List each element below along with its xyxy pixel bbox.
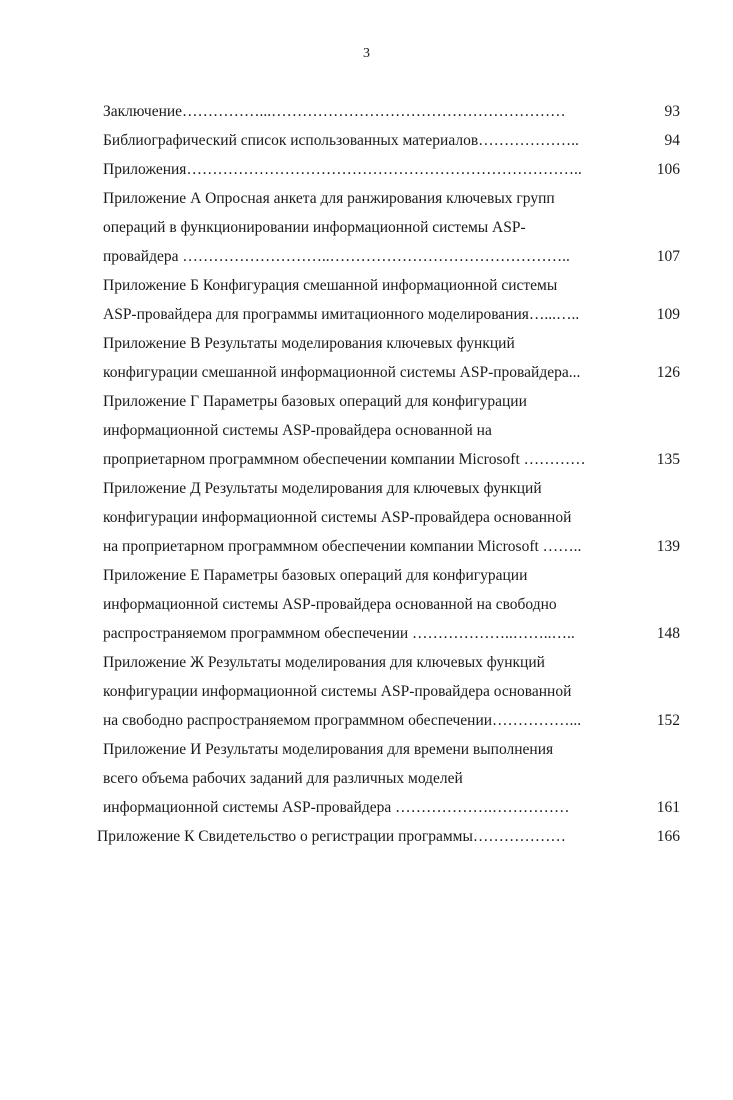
toc-line-page: 126 [656, 364, 680, 381]
toc-line [0, 300, 733, 329]
toc-line [0, 97, 733, 126]
toc-line [0, 416, 733, 445]
toc-line-text: Приложение А Опросная анкета для ранжирования ключевых групп [103, 190, 555, 207]
toc-line-text: конфигурации информационной системы ASP-провайдера основанной [103, 509, 572, 526]
toc-line [0, 648, 733, 677]
toc-line [0, 213, 733, 242]
toc-line-text: Приложение Е Параметры базовых операций для конфигурации [103, 567, 528, 584]
toc-line-text: на свободно распространяемом программном обеспечении……………... [103, 712, 582, 729]
toc-line-text: информационной системы ASP-провайдера ……………….…………… [103, 799, 570, 816]
toc-line [0, 184, 733, 213]
toc-line-text: ASP-провайдера для программы имитационного моделирования…...….. [103, 306, 580, 323]
toc-line-text: информационной системы ASP-провайдера основанной на [103, 422, 492, 439]
toc-line [0, 677, 733, 706]
toc-line-page: 139 [656, 538, 680, 555]
toc-line [0, 358, 733, 387]
toc-line-text: Приложение Д Результаты моделирования для ключевых функций [103, 480, 542, 497]
toc-line [0, 242, 733, 271]
toc-line-text: Заключение……………...………………………………………………… [103, 103, 566, 120]
toc-line [0, 155, 733, 184]
toc-line-text: Приложение К Свидетельство о регистрации программы……………… [97, 828, 566, 845]
toc-line-text: провайдера ………………………..……………………………………….. [103, 248, 570, 265]
toc-line [0, 764, 733, 793]
table-of-contents [0, 97, 733, 851]
toc-line [0, 329, 733, 358]
toc-line-text: распространяемом программном обеспечении ………………..……..….. [103, 625, 575, 642]
toc-line [0, 474, 733, 503]
toc-line [0, 619, 733, 648]
toc-line-page: 93 [664, 103, 680, 120]
toc-line-text: Приложение Б Конфигурация смешанной информационной системы [103, 277, 558, 294]
toc-line-text: всего объема рабочих заданий для различных моделей [103, 770, 463, 787]
toc-line-text: Приложения………………………………………………………………….. [103, 161, 582, 178]
toc-line-text: проприетарном программном обеспечении компании Microsoft ………… [103, 451, 586, 468]
toc-line-page: 161 [656, 799, 680, 816]
toc-line [0, 822, 733, 851]
toc-line [0, 271, 733, 300]
toc-line [0, 387, 733, 416]
toc-line [0, 503, 733, 532]
toc-line-page: 135 [656, 451, 680, 468]
toc-line-page: 107 [656, 248, 680, 265]
toc-line-text: информационной системы ASP-провайдера основанной на свободно [103, 596, 557, 613]
toc-line [0, 532, 733, 561]
toc-line [0, 445, 733, 474]
toc-line-text: на проприетарном программном обеспечении компании Microsoft …….. [103, 538, 582, 555]
toc-line-text: Приложение Ж Результаты моделирования для ключевых функций [103, 654, 545, 671]
toc-line-text: операций в функционировании информационной системы ASP- [103, 219, 526, 236]
toc-line-page: 109 [656, 306, 680, 323]
page-number: 3 [363, 46, 370, 61]
toc-line-text: Приложение Г Параметры базовых операций для конфигурации [103, 393, 527, 410]
toc-line-page: 94 [664, 132, 680, 149]
toc-line [0, 590, 733, 619]
toc-line-text: Библиографический список использованных материалов……………….. [103, 132, 579, 149]
toc-line [0, 561, 733, 590]
toc-line-page: 106 [656, 161, 680, 178]
toc-line [0, 735, 733, 764]
toc-line-text: Приложение И Результаты моделирования для времени выполнения [103, 741, 554, 758]
toc-line-page: 166 [656, 828, 680, 845]
toc-line-text: конфигурации информационной системы ASP-провайдера основанной [103, 683, 572, 700]
toc-line [0, 126, 733, 155]
toc-line-text: Приложение В Результаты моделирования ключевых функций [103, 335, 515, 352]
toc-line-page: 152 [656, 712, 680, 729]
toc-line [0, 793, 733, 822]
toc-line-page: 148 [656, 625, 680, 642]
toc-line [0, 706, 733, 735]
toc-line-text: конфигурации смешанной информационной системы ASP-провайдера... [103, 364, 581, 381]
